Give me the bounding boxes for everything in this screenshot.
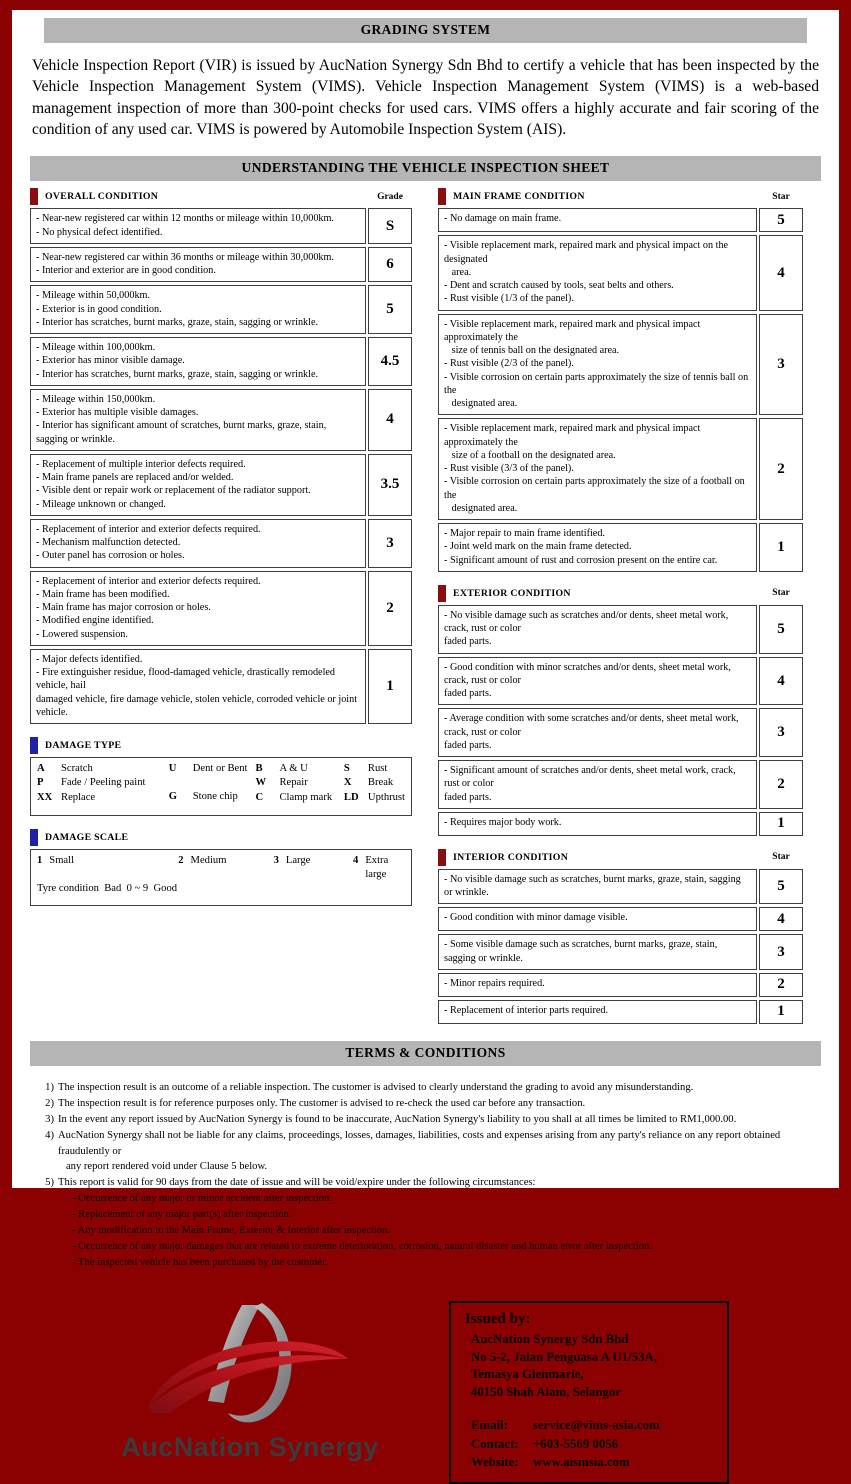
legend-item: 4 Extra large — [353, 855, 389, 880]
legend-item: 3 Large — [273, 855, 311, 867]
intro-paragraph: Vehicle Inspection Report (VIR) is issued by AucNation Synergy Sdn Bhd to certify a vehicle that has been inspected by the Vehicle Inspection Management System (VIMS). Vehicle Inspection Management System (VIMS) is a web-based management inspection of more than 300-point checks for used cars. VIMS offers a highly accurate and fair scoring of the condition of any used car. VIMS is powered by Automobile Inspection System (AIS). — [32, 57, 819, 139]
table-row — [438, 657, 803, 706]
condition-description: - Mileage within 50,000km. - Exterior is in good condition. - Interior has scratches, burnt marks, graze, stain, sagging or wrinkle. — [30, 285, 366, 334]
damage-type-column — [169, 762, 256, 805]
damage-scale-section — [30, 829, 412, 906]
table-row — [438, 907, 803, 931]
issued-by-heading: Issued by: — [465, 1310, 531, 1327]
condition-description: - Replacement of interior and exterior defects required. - Main frame has been modified. - Main frame has major corrosion or holes. - Modified engine identified. - Lowered suspension. — [30, 571, 366, 646]
terms-sub-item: - The inspected vehicle has been purchased by the customer. — [72, 1256, 328, 1268]
red-marker-icon — [30, 188, 38, 205]
table-row — [438, 934, 803, 970]
legend-item: X Break — [343, 777, 394, 789]
condition-description: - Average condition with some scratches and/or dents, sheet metal work, crack, rust or color faded parts. — [438, 708, 757, 757]
terms-item-number: 1) — [45, 1081, 54, 1093]
blue-marker-icon — [30, 737, 38, 754]
terms-item-text: AucNation Synergy shall not be liable for any claims, proceedings, losses, damages, liabilities, costs and expenses arising from any party's reliance on any report obtained fraudulently or any report rendered void under Clause 5 below. — [58, 1129, 783, 1173]
table-row — [30, 389, 412, 451]
damage-type-section — [30, 737, 412, 816]
grade-value: 5 — [759, 208, 803, 232]
terms-header: TERMS & CONDITIONS — [30, 1041, 821, 1066]
table-row — [438, 235, 803, 310]
contact-label: Contact: — [471, 1436, 519, 1451]
grade-value: 4 — [759, 235, 803, 310]
condition-description: - Minor repairs required. — [438, 973, 757, 997]
email-value: service@vims-asia.com — [533, 1418, 660, 1433]
email-label: Email: — [471, 1418, 508, 1433]
legend-item: S Rust — [343, 763, 388, 775]
grade-value: 1 — [368, 649, 412, 724]
terms-item — [36, 1112, 817, 1128]
condition-columns — [30, 188, 821, 1037]
contact-value: +603-5569 0056 — [533, 1436, 619, 1451]
issuer-contacts — [465, 1416, 717, 1472]
report-page — [12, 10, 839, 1470]
table-row — [438, 973, 803, 997]
table-row — [30, 337, 412, 386]
grade-column-header: Grade — [377, 191, 403, 202]
damage-scale-heading — [30, 829, 412, 846]
terms-item-number: 4) — [45, 1129, 54, 1141]
damage-type-column — [255, 762, 343, 805]
aucnation-logo — [100, 1301, 400, 1463]
exterior-condition-section — [438, 585, 803, 836]
grade-value: 6 — [368, 247, 412, 283]
left-column — [30, 188, 412, 1037]
legend-item: W Repair — [255, 777, 308, 789]
grade-value: 4 — [759, 907, 803, 931]
damage-type-column — [37, 762, 169, 805]
damage-type-heading — [30, 737, 412, 754]
red-marker-icon — [438, 188, 446, 205]
grade-value: 5 — [759, 869, 803, 905]
contact-row — [465, 1416, 717, 1435]
legend-item: U Dent or Bent — [168, 763, 248, 775]
table-row — [438, 314, 803, 416]
table-row — [438, 1000, 803, 1024]
condition-description: - Good condition with minor damage visible. — [438, 907, 757, 931]
table-row — [438, 418, 803, 520]
interior-condition-section — [438, 849, 803, 1024]
tyre-condition-note: Tyre condition Bad 0 ~ 9 Good — [37, 882, 178, 894]
condition-description: - Replacement of interior and exterior defects required. - Mechanism malfunction detected. - Outer panel has corrosion or holes. — [30, 519, 366, 568]
condition-description: - No damage on main frame. — [438, 208, 757, 232]
star-column-header: Star — [772, 588, 790, 599]
red-marker-icon — [438, 585, 446, 602]
issuer-address: Temasya Glenmarie, — [471, 1367, 584, 1382]
terms-item — [36, 1096, 817, 1112]
condition-description: - Mileage within 150,000km. - Exterior has multiple visible damages. - Interior has significant amount of scratches, burnt marks, graze, stain, sagging or wrinkle. — [30, 389, 366, 451]
condition-description: - Replacement of multiple interior defects required. - Main frame panels are replaced and/or welded. - Visible dent or repair work or replacement of the radiator support. - Mileage unknown or changed. — [30, 454, 366, 516]
condition-description: - Major repair to main frame identified. - Joint weld mark on the main frame detected. - Significant amount of rust and corrosion present on the entire car. — [438, 523, 757, 572]
legend-spacer — [169, 776, 256, 790]
condition-description: - Visible replacement mark, repaired mark and physical impact on the designated area. - Dent and scratch caused by tools, seat belts and others. - Rust visible (1/3 of the panel). — [438, 235, 757, 310]
grading-system-header: GRADING SYSTEM — [44, 18, 807, 43]
condition-description: - No visible damage such as scratches and/or dents, sheet metal work, crack, rust or color faded parts. — [438, 605, 757, 654]
grade-value: 3 — [759, 314, 803, 416]
condition-description: - Good condition with minor scratches and/or dents, sheet metal work, crack, rust or color faded parts. — [438, 657, 757, 706]
section-title: DAMAGE SCALE — [45, 832, 129, 844]
table-row — [438, 869, 803, 905]
star-column-header: Star — [772, 852, 790, 863]
condition-description: - Near-new registered car within 12 months or mileage within 10,000km. - No physical defect identified. — [30, 208, 366, 244]
blue-marker-icon — [30, 829, 38, 846]
terms-item-number: 3) — [45, 1113, 54, 1125]
table-row — [438, 812, 803, 836]
table-row — [30, 247, 412, 283]
issuer-name: AucNation Synergy Sdn Bhd — [471, 1331, 629, 1346]
grade-value: S — [368, 208, 412, 244]
main-frame-heading — [438, 188, 803, 205]
terms-item — [36, 1128, 817, 1176]
table-row — [438, 708, 803, 757]
issued-by-box — [449, 1301, 729, 1484]
condition-description: - Some visible damage such as scratches, burnt marks, graze, stain, sagging or wrinkle. — [438, 934, 757, 970]
condition-description: - No visible damage such as scratches, burnt marks, graze, stain, sagging or wrinkle. — [438, 869, 757, 905]
condition-description: - Visible replacement mark, repaired mark and physical impact approximately the size of a football on the designated area. - Rust visible (3/3 of the panel). - Visible corrosion on certain parts approximately the size of a football on the designated area. — [438, 418, 757, 520]
legend-item: XX Replace — [37, 791, 96, 803]
overall-condition-section — [30, 188, 412, 724]
condition-description: - Major defects identified. - Fire extinguisher residue, flood-damaged vehicle, drastically remodeled vehicle, hail damaged vehicle, fire damage vehicle, stolen vehicle, corroded vehicle or joint vehicle. — [30, 649, 366, 724]
issuer-address: No 5-2, Jalan Penguasa A U1/53A, — [471, 1349, 657, 1364]
table-row — [438, 605, 803, 654]
condition-description: - Significant amount of scratches and/or dents, sheet metal work, crack, rust or color faded parts. — [438, 760, 757, 809]
overall-condition-heading — [30, 188, 412, 205]
damage-scale-row — [37, 854, 405, 882]
legend-item: 2 Medium — [178, 855, 227, 867]
section-title: EXTERIOR CONDITION — [453, 587, 571, 599]
damage-type-column — [344, 762, 405, 805]
logo-swoosh-lower — [148, 1355, 348, 1413]
legend-item: P Fade / Peeling paint — [37, 777, 146, 789]
contact-row — [465, 1435, 717, 1454]
grade-value: 5 — [759, 605, 803, 654]
terms-item-text: The inspection result is for reference purposes only. The customer is advised to re-check the used car before any transaction. — [58, 1097, 586, 1109]
legend-item: LD Upthrust — [343, 791, 405, 803]
legend-item: 1 Small — [37, 855, 75, 867]
condition-description: - Replacement of interior parts required. — [438, 1000, 757, 1024]
website-value: www.aismsia.com — [533, 1455, 630, 1470]
legend-item: B A & U — [255, 763, 308, 775]
table-row — [30, 571, 412, 646]
star-column-header: Star — [772, 191, 790, 202]
grade-value: 3.5 — [368, 454, 412, 516]
table-row — [30, 649, 412, 724]
section-title: DAMAGE TYPE — [45, 740, 122, 752]
contact-row — [465, 1453, 717, 1472]
table-row — [438, 523, 803, 572]
section-title: MAIN FRAME CONDITION — [453, 191, 585, 203]
issuer-address: 40150 Shah Alam, Selangor — [471, 1385, 622, 1400]
damage-scale-table — [30, 849, 412, 906]
interior-condition-table — [438, 869, 803, 1024]
overall-condition-table — [30, 208, 412, 724]
grade-value: 5 — [368, 285, 412, 334]
condition-description: - Visible replacement mark, repaired mark and physical impact approximately the size of tennis ball on the designated area. - Rust visible (2/3 of the panel). - Visible corrosion on certain parts approximately the size of tennis ball on the designated area. — [438, 314, 757, 416]
exterior-heading — [438, 585, 803, 602]
section-title: OVERALL CONDITION — [45, 191, 159, 203]
right-column — [438, 188, 803, 1037]
table-row — [30, 285, 412, 334]
terms-item-number: 5) — [45, 1177, 54, 1189]
table-row — [438, 208, 803, 232]
legend-item: C Clamp mark — [255, 791, 333, 803]
legend-item: G Stone chip — [168, 791, 238, 803]
terms-item — [36, 1080, 817, 1096]
condition-description: - Mileage within 100,000km. - Exterior has minor visible damage. - Interior has scratches, burnt marks, graze, stain, sagging or wrinkle. — [30, 337, 366, 386]
table-row — [438, 760, 803, 809]
terms-item-text: The inspection result is an outcome of a reliable inspection. The customer is advised to clearly understand the grading to avoid any misunderstanding. — [58, 1081, 694, 1093]
grade-value: 3 — [759, 708, 803, 757]
terms-sub-item: - Replacement of any major part(s) after inspection. — [72, 1209, 292, 1221]
interior-heading — [438, 849, 803, 866]
aucnation-logo-graphic — [130, 1301, 370, 1431]
condition-description: - Near-new registered car within 36 months or mileage within 30,000km. - Interior and exterior are in good condition. — [30, 247, 366, 283]
terms-sub-item: - Any modification to the Main Frame, Exterior & Interior after inspection. — [72, 1224, 391, 1236]
section-title: INTERIOR CONDITION — [453, 851, 569, 863]
terms-sub-item: - Occurrence of any major or minor accident after inspection. — [72, 1193, 333, 1205]
grade-value: 3 — [759, 934, 803, 970]
terms-sub-item: - Occurrence of any major damages that are related to extreme deterioration, corrosion, natural disaster and human error after inspection. — [72, 1240, 653, 1252]
grade-value: 1 — [759, 1000, 803, 1024]
grade-value: 1 — [759, 812, 803, 836]
terms-item-number: 2) — [45, 1097, 54, 1109]
grade-value: 1 — [759, 523, 803, 572]
footer — [30, 1301, 821, 1484]
terms-item — [36, 1175, 817, 1270]
exterior-condition-table — [438, 605, 803, 836]
grade-value: 4 — [368, 389, 412, 451]
red-marker-icon — [438, 849, 446, 866]
table-row — [30, 519, 412, 568]
grade-value: 2 — [759, 760, 803, 809]
terms-list — [36, 1080, 817, 1271]
grade-value: 4 — [759, 657, 803, 706]
table-row — [30, 208, 412, 244]
grade-value: 4.5 — [368, 337, 412, 386]
main-frame-condition-section — [438, 188, 803, 572]
table-row — [30, 454, 412, 516]
grade-value: 2 — [759, 418, 803, 520]
logo-wordmark: AucNation Synergy — [121, 1431, 379, 1462]
understanding-header: UNDERSTANDING THE VEHICLE INSPECTION SHEET — [30, 156, 821, 181]
grade-value: 2 — [759, 973, 803, 997]
damage-type-table — [30, 757, 412, 816]
grade-value: 3 — [368, 519, 412, 568]
condition-description: - Requires major body work. — [438, 812, 757, 836]
legend-item: A Scratch — [37, 763, 93, 775]
main-frame-condition-table — [438, 208, 803, 572]
grade-value: 2 — [368, 571, 412, 646]
website-label: Website: — [471, 1455, 519, 1470]
terms-item-text: This report is valid for 90 days from the date of issue and will be void/expire under the following circumstances: - Occurrence of any major or minor accident after inspection. - Replacement of any major part(s) after inspection. - Any modification to the Main Frame, Exterior & Interior after inspection. - Occurrence of any major damages that are related to extreme deterioration, corrosion, natural disaster and human error after inspection. - The inspected vehicle has been purchased by the customer. — [58, 1175, 817, 1270]
terms-item-text: In the event any report issued by AucNation Synergy is found to be inaccurate, AucNation Synergy's liability to you shall at all times be limited to RM1,000.00. — [58, 1113, 737, 1125]
